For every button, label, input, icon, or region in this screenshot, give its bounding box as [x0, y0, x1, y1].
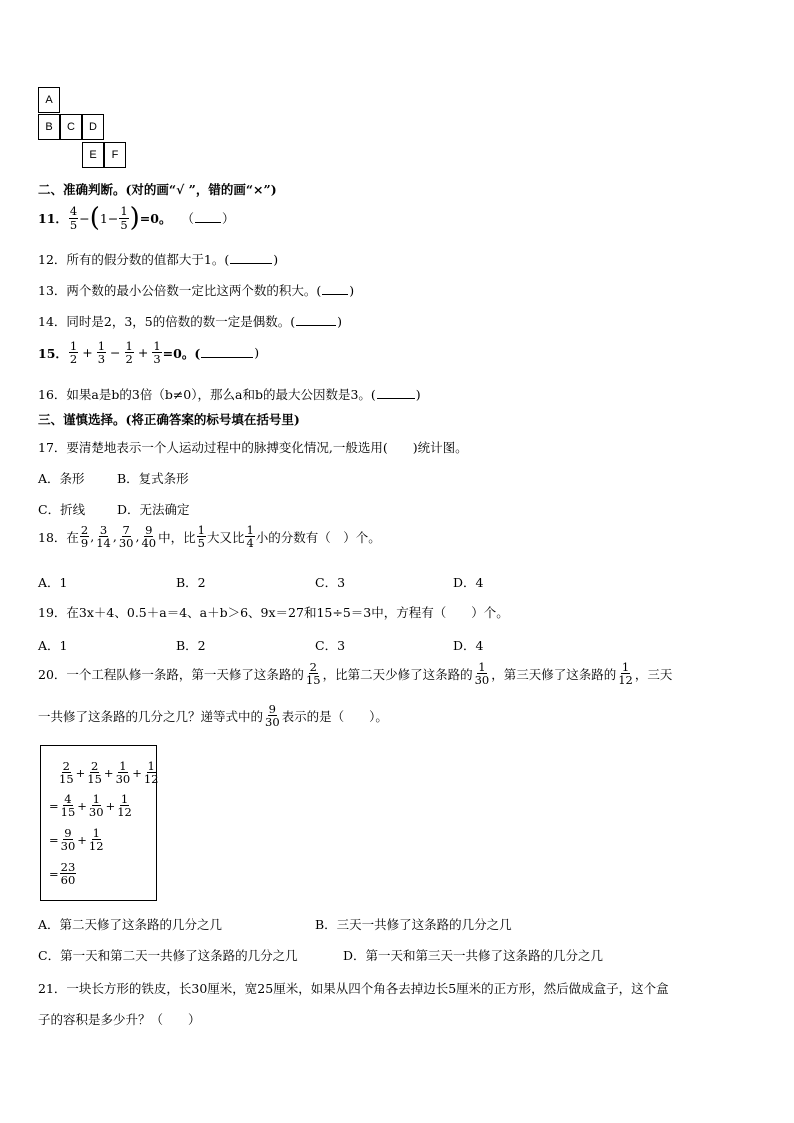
section3-heading: 三、谨慎选择。(将正确答案的标号填在括号里): [38, 412, 300, 427]
q13-text: 13．两个数的最小公倍数一定比这两个数的积大。(: [38, 283, 322, 298]
q15-answer-blank[interactable]: [201, 348, 253, 358]
question-16: [38, 385, 421, 403]
q18-fraction-upper: $\frac{1}{4}$: [246, 523, 254, 551]
q17-option-a[interactable]: A．条形: [38, 471, 85, 486]
q18-prefix: 18．在: [38, 529, 79, 545]
q11-answer-open: （: [181, 211, 194, 226]
question-19: 19．在3x＋4、0.5＋a＝4、a＋b＞6、9x＝27和15÷5＝3中，方程有（ ）个。: [38, 605, 509, 620]
q19-option-c[interactable]: C．3: [315, 638, 346, 653]
q18-fraction-2: $\frac{3}{14}$: [96, 523, 111, 551]
net-cell-c: C: [60, 114, 82, 140]
q20-fraction-e: $\frac{9}{30}$: [265, 702, 280, 730]
q17-option-b[interactable]: B．复式条形: [117, 471, 189, 486]
q15-plus-1: +: [82, 345, 93, 361]
q18-option-a[interactable]: A．1: [38, 575, 68, 590]
q17-option-d[interactable]: D．无法确定: [117, 502, 190, 517]
q15-fraction-b: $\frac{1}{3}$: [97, 339, 106, 367]
q11-minus: −: [79, 210, 90, 226]
q20-fraction-c: $\frac{1}{12}$: [618, 660, 633, 688]
q11-answer-close: ）: [221, 211, 235, 226]
q20-option-c[interactable]: C．第一天和第二天一共修了这条路的几分之几: [38, 948, 298, 963]
q11-fraction-1: $\frac{4}{5}$: [69, 204, 78, 232]
net-cell-a: A: [38, 87, 60, 113]
q18-option-c[interactable]: C．3: [315, 575, 346, 590]
q18-option-d[interactable]: D．4: [453, 575, 484, 590]
net-cell-e: E: [82, 142, 104, 168]
q16-text: 16．如果a是b的3倍（b≠0），那么a和b的最大公因数是3。(: [38, 387, 376, 402]
question-21-line-2: 子的容积是多少升？（ ）: [38, 1012, 201, 1027]
q20-fraction-b: $\frac{1}{30}$: [474, 660, 490, 688]
q18-option-b[interactable]: B．2: [176, 575, 206, 590]
q20-line2-a: 一共修了这条路的几分之几？递等式中的: [38, 708, 264, 724]
q12-close: ): [273, 251, 279, 267]
q18-fraction-4: $\frac{9}{40}$: [141, 523, 157, 551]
q11-one-minus: 1−: [99, 210, 119, 226]
question-18: 18．在 $\frac{2}{9}$ , $\frac{3}{14}$ , $\frac{7}{30}$ , $\frac{9}{40}$ 中，比 $\frac{1}{5}$ 大又比 $\frac{1}{4}$ 小的分数有（ ）个。: [38, 523, 381, 551]
q11-answer-blank[interactable]: [195, 213, 221, 223]
q18-fraction-1: $\frac{2}{9}$: [80, 523, 89, 551]
q20-fraction-a: $\frac{2}{15}$: [305, 660, 321, 688]
q16-close: ): [415, 386, 421, 402]
q11-tail: =0。: [139, 211, 172, 226]
q20-line2-b: 表示的是（ ）。: [281, 708, 388, 724]
q12-text: 12．所有的假分数的值都大于1。(: [38, 252, 230, 267]
net-cell-f: F: [104, 142, 126, 168]
question-13: [38, 281, 354, 299]
calc-row-4: = $\frac{23}{60}$: [49, 860, 76, 888]
q20-part-4: ，三天: [634, 666, 673, 682]
question-17: 17．要清楚地表示一个人运动过程中的脉搏变化情况,一般选用( )统计图。: [38, 440, 468, 455]
q11-paren-right: ): [129, 203, 140, 233]
section2-heading: 二、准确判断。(对的画“√ ”，错的画“×”): [38, 182, 277, 197]
question-20-line-2: [38, 703, 388, 728]
q15-fraction-c: $\frac{1}{2}$: [125, 339, 133, 367]
q20-option-b[interactable]: B．三天一共修了这条路的几分之几: [315, 917, 512, 932]
q12-answer-blank[interactable]: [230, 254, 272, 264]
q18-tail: 小的分数有（ ）个。: [255, 529, 381, 545]
q20-part-3: ，第三天修了这条路的: [491, 666, 617, 682]
question-14: [38, 312, 342, 330]
question-15: [38, 340, 259, 365]
q11-fraction-2: $\frac{1}{5}$: [120, 204, 128, 232]
q11-paren-left: (: [89, 203, 100, 233]
calc-row-1: $\frac{2}{15}$ + $\frac{2}{15}$ + $\frac{1}{30}$ + $\frac{1}{12}$: [59, 759, 159, 787]
q20-calculation-box: [40, 745, 157, 901]
net-cell-d: D: [82, 114, 104, 140]
q16-answer-blank[interactable]: [377, 389, 415, 399]
q13-close: ): [349, 282, 355, 298]
q20-part-2: ，比第二天少修了这条路的: [322, 666, 473, 682]
q15-close: ): [254, 345, 260, 361]
q18-fraction-lower: $\frac{1}{5}$: [197, 523, 205, 551]
q15-tail: =0。(: [162, 345, 201, 361]
question-20-line-1: [38, 661, 672, 686]
q20-option-a[interactable]: A．第二天修了这条路的几分之几: [38, 917, 223, 932]
q15-minus: −: [110, 345, 121, 361]
q15-plus-2: +: [137, 345, 149, 361]
q18-middle-1: 中，比: [158, 529, 196, 545]
calc-row-3: = $\frac{9}{30}$ + $\frac{1}{12}$: [49, 826, 104, 854]
q19-option-d[interactable]: D．4: [453, 638, 484, 653]
q15-fraction-d: $\frac{1}{3}$: [153, 339, 161, 367]
net-cell-b: B: [38, 114, 60, 140]
q19-option-a[interactable]: A．1: [38, 638, 68, 653]
q17-option-c[interactable]: C．折线: [38, 502, 86, 517]
q20-option-d[interactable]: D．第一天和第三天一共修了这条路的几分之几: [343, 948, 604, 963]
q14-close: ): [337, 313, 343, 329]
q15-number: 15．: [38, 345, 68, 361]
question-21-line-1: 21．一块长方形的铁皮，长30厘米，宽25厘米，如果从四个角各去掉边长5厘米的正方形，然后做成盒子，这个盒: [38, 981, 669, 996]
q18-middle-2: 大又比: [206, 529, 245, 545]
question-12: [38, 250, 278, 268]
question-11: [38, 205, 235, 231]
q14-text: 14．同时是2，3，5的倍数的数一定是偶数。(: [38, 314, 296, 329]
q11-number: 11．: [38, 211, 68, 226]
q19-option-b[interactable]: B．2: [176, 638, 206, 653]
q18-fraction-3: $\frac{7}{30}$: [118, 523, 134, 551]
q20-part-1: 20．一个工程队修一条路，第一天修了这条路的: [38, 666, 304, 682]
q13-answer-blank[interactable]: [322, 285, 348, 295]
calc-row-2: = $\frac{4}{15}$ + $\frac{1}{30}$ + $\frac{1}{12}$: [49, 792, 132, 820]
q15-fraction-a: $\frac{1}{2}$: [69, 339, 78, 367]
q14-answer-blank[interactable]: [296, 316, 336, 326]
